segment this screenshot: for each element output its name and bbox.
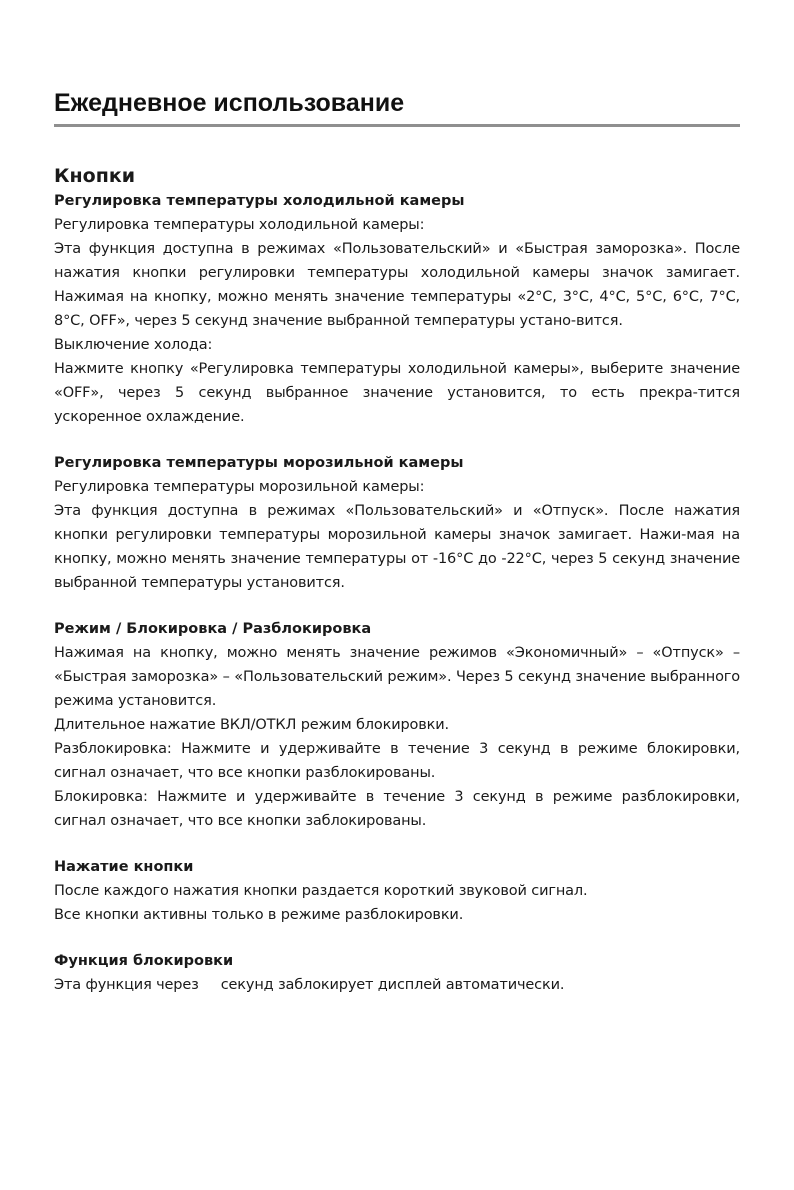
button-press-section (54, 855, 740, 927)
page-title: Ежедневное использование (54, 89, 405, 117)
lock-function-text-before: Эта функция через (54, 977, 199, 993)
unlock-description: Разблокировка: Нажмите и удерживайте в течение 3 секунд в режиме блокировки, сигнал означает, что все кнопки разблокированы. (54, 741, 740, 781)
cooling-off-description: Нажмите кнопку «Регулировка температуры холодильной камеры», выберите значение «OFF», через 5 секунд выбранное значение установится, то есть прекра-тится ускоренное охлаждение. (54, 361, 740, 425)
freezer-temp-description: Эта функция доступна в режимах «Пользовательский» и «Отпуск». После нажатия кнопки регулировки температуры морозильной камеры значок замигает. Нажи-мая на кнопку, можно менять значение температуры от -16°C до -22°C, через 5 секунд значение выбранной температуры установится. (54, 503, 740, 591)
fridge-temp-description: Эта функция доступна в режимах «Пользовательский» и «Быстрая заморозка». После нажатия кнопки регулировки температуры холодильной камеры значок замигает. Нажимая на кнопку, можно менять значение температуры «2°C, 3°C, 4°C, 5°C, 6°C, 7°C, 8°C, OFF», через 5 секунд значение выбранной температуры устано-вится. (54, 241, 740, 329)
freezer-temp-subtitle: Регулировка температуры морозильной камеры: (54, 479, 425, 495)
mode-lock-heading: Режим / Блокировка / Разблокировка (54, 621, 372, 637)
button-press-active: Все кнопки активны только в режиме разблокировки. (54, 907, 464, 923)
freezer-temp-section (54, 451, 740, 595)
button-press-beep: После каждого нажатия кнопки раздается короткий звуковой сигнал. (54, 883, 588, 899)
mode-description: Нажимая на кнопку, можно менять значение режимов «Экономичный» – «Отпуск» – «Быстрая заморозка» – «Пользовательский режим». Через 5 секунд значение выбранного режима установится. (54, 645, 740, 709)
button-press-heading: Нажатие кнопки (54, 859, 194, 875)
lock-function-text-after: секунд заблокирует дисплей автоматически. (220, 977, 565, 993)
fridge-temp-subtitle: Регулировка температуры холодильной камеры: (54, 217, 425, 233)
fridge-temp-heading: Регулировка температуры холодильной камеры (54, 193, 465, 209)
mode-lock-section (54, 617, 740, 833)
section-title-buttons: Кнопки (54, 165, 136, 187)
title-divider (54, 124, 740, 127)
cooling-off-subtitle: Выключение холода: (54, 337, 213, 353)
freezer-temp-heading: Регулировка температуры морозильной камеры (54, 455, 464, 471)
main-content (54, 163, 740, 997)
lock-function-description (54, 973, 740, 997)
lock-function-section (54, 949, 740, 997)
page-header (54, 88, 740, 127)
lock-function-heading: Функция блокировки (54, 953, 234, 969)
lock-description: Блокировка: Нажмите и удерживайте в течение 3 секунд в режиме разблокировки, сигнал означает, что все кнопки заблокированы. (54, 789, 740, 829)
fridge-temp-section (54, 189, 740, 429)
long-press-description: Длительное нажатие ВКЛ/ОТКЛ режим блокировки. (54, 717, 449, 733)
